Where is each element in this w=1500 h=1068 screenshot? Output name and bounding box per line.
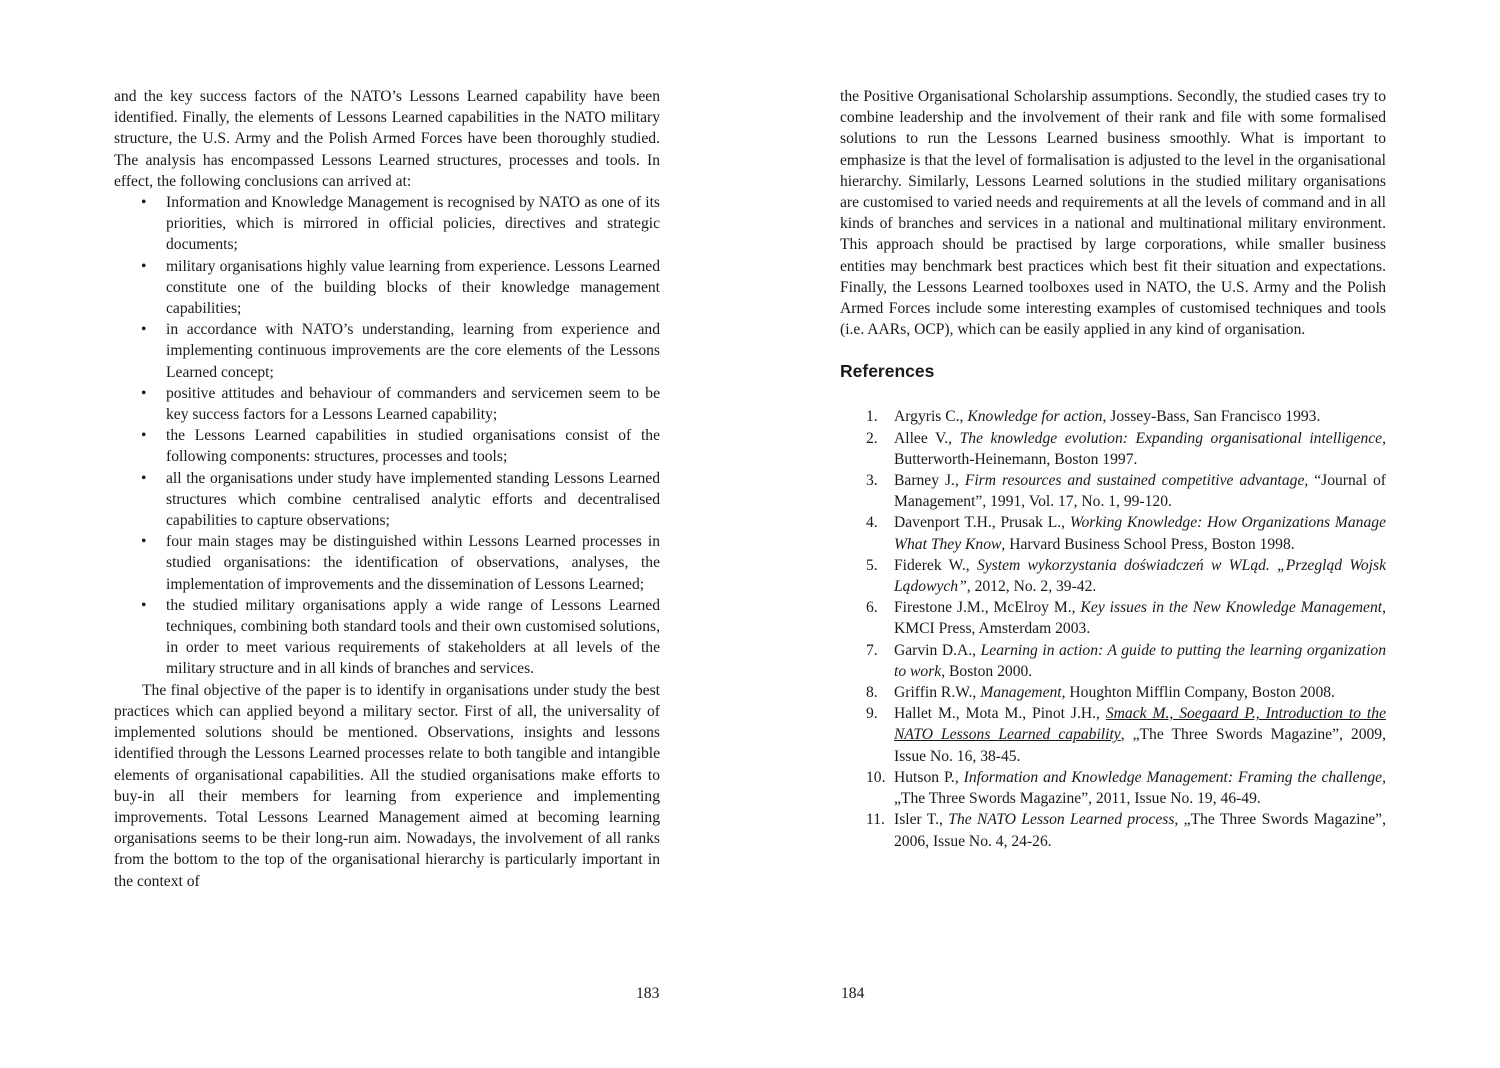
- continuation-paragraph: the Positive Organisational Scholarship assumptions. Secondly, the studied cases try to combine leadership and the involvement of their rank and file with some formalised solutions to run the Lessons Learned business smoothly. What is important to emphasize is that the level of formalisation is adjusted to the level in the organisational hierarchy. Similarly, Lessons Learned solutions in the studied military organisations are customised to varied needs and requirements at all the levels of command and in all kinds of branches and services in a national and multinational military environment. This approach should be practised by large corporations, while smaller business entities may benchmark best practices which best fit their situation and expectations. Finally, the Lessons Learned toolboxes used in NATO, the U.S. Army and the Polish Armed Forces include some interesting examples of customised techniques and tools (i.e. AARs, OCP), which can be easily applied in any kind of organisation.: [840, 88, 1386, 339]
- bullet-icon: •: [141, 321, 147, 339]
- bullet-icon: •: [141, 384, 147, 402]
- references-list: [840, 406, 1386, 851]
- bullet-icon: •: [141, 469, 147, 487]
- references-heading: References: [840, 361, 935, 382]
- list-item: • the Lessons Learned capabilities in studied organisations consist of the following components: structures, processes and tools;: [141, 427, 660, 466]
- reference-item: 3. Barney J., Firm resources and sustained competitive advantage, “Journal of Management”, 1991, Vol. 17, No. 1, 99-120.: [866, 472, 1386, 511]
- bullet-icon: •: [141, 194, 147, 212]
- list-item: • the studied military organisations apply a wide range of Lessons Learned techniques, combining both standard tools and their own customised solutions, in order to meet various requirements of stakeholders at all levels of the military structure and in all kinds of branches and services.: [141, 596, 660, 678]
- intro-paragraph: and the key success factors of the NATO’s Lessons Learned capability have been identified. Finally, the elements of Lessons Learned capabilities in the NATO military structure, the U.S. Army and the Polish Armed Forces have been thoroughly studied. The analysis has encompassed Lessons Learned structures, processes and tools. In effect, the following conclusions can arrived at:: [114, 88, 660, 190]
- bullet-icon: •: [141, 596, 147, 614]
- bullet-icon: •: [141, 257, 147, 275]
- list-item: • all the organisations under study have implemented standing Lessons Learned structures which combine centralised analytic efforts and decentralised capabilities to capture observations;: [141, 469, 660, 530]
- reference-item: 8. Griffin R.W., Management, Houghton Mifflin Company, Boston 2008.: [866, 684, 1335, 702]
- left-page: [114, 86, 660, 892]
- list-item: • four main stages may be distinguished within Lessons Learned processes in studied organisations: the identification of observations, analyses, the implementation of improvements and the dissemination of Lessons Learned;: [141, 533, 660, 593]
- list-item: • Information and Knowledge Management is recognised by NATO as one of its priorities, which is mirrored in official policies, directives and strategic documents;: [141, 194, 660, 254]
- reference-item: 9. Hallet M., Mota M., Pinot J.H., Smack M., Soegaard P., Introduction to the NATO Lessons Learned capability, „The Three Swords Magazine”, 2009, Issue No. 16, 38-45.: [866, 705, 1386, 765]
- reference-item: 6. Firestone J.M., McElroy M., Key issues in the New Knowledge Management, KMCI Press, Amsterdam 2003.: [866, 599, 1386, 638]
- reference-item: 4. Davenport T.H., Prusak L., Working Knowledge: How Organizations Manage What They Know, Harvard Business School Press, Boston 1998.: [866, 514, 1386, 553]
- bullet-icon: •: [141, 533, 147, 551]
- page-number-right: 184: [841, 985, 865, 1002]
- reference-item: 11. Isler T., The NATO Lesson Learned process, „The Three Swords Magazine”, 2006, Issue No. 4, 24-26.: [866, 811, 1386, 850]
- right-page: [840, 86, 1386, 852]
- conclusions-list: [114, 192, 660, 680]
- page-number-left: 183: [636, 985, 660, 1002]
- reference-link[interactable]: Smack M., Soegaard P., Introduction to the NATO Lessons Learned capability: [894, 705, 1386, 744]
- bullet-icon: •: [141, 427, 147, 445]
- closing-paragraph: The final objective of the paper is to identify in organisations under study the best practices which can applied beyond a military sector. First of all, the universality of implemented solutions should be mentioned. Observations, insights and lessons identified through the Lessons Learned processes relate to both tangible and intangible elements of organisational capabilities. All the studied organisations make efforts to buy-in all their members for learning from experience and implementing improvements. Total Lessons Learned Management aimed at becoming learning organisations seems to be their long-run aim. Nowadays, the involvement of all ranks from the bottom to the top of the organisational hierarchy is particularly important in the context of: [114, 681, 660, 890]
- list-item: • military organisations highly value learning from experience. Lessons Learned constitute one of the building blocks of their knowledge management capabilities;: [141, 257, 660, 318]
- reference-item: 10. Hutson P., Information and Knowledge Management: Framing the challenge, „The Three Swords Magazine”, 2011, Issue No. 19, 46-49.: [866, 768, 1386, 808]
- list-item: • in accordance with NATO’s understanding, learning from experience and implementing continuous improvements are the core elements of the Lessons Learned concept;: [141, 321, 660, 381]
- reference-item: 1. Argyris C., Knowledge for action, Jossey-Bass, San Francisco 1993.: [866, 408, 1321, 426]
- reference-item: 5. Fiderek W., System wykorzystania doświadczeń w WLąd. „Przegląd Wojsk Lądowych”, 2012, No. 2, 39-42.: [866, 556, 1386, 596]
- list-item: • positive attitudes and behaviour of commanders and servicemen seem to be key success factors for a Lessons Learned capability;: [141, 384, 660, 424]
- reference-item: 7. Garvin D.A., Learning in action: A guide to putting the learning organization to work, Boston 2000.: [866, 641, 1386, 680]
- reference-item: 2. Allee V., The knowledge evolution: Expanding organisational intelligence, Butterworth-Heinemann, Boston 1997.: [866, 429, 1386, 468]
